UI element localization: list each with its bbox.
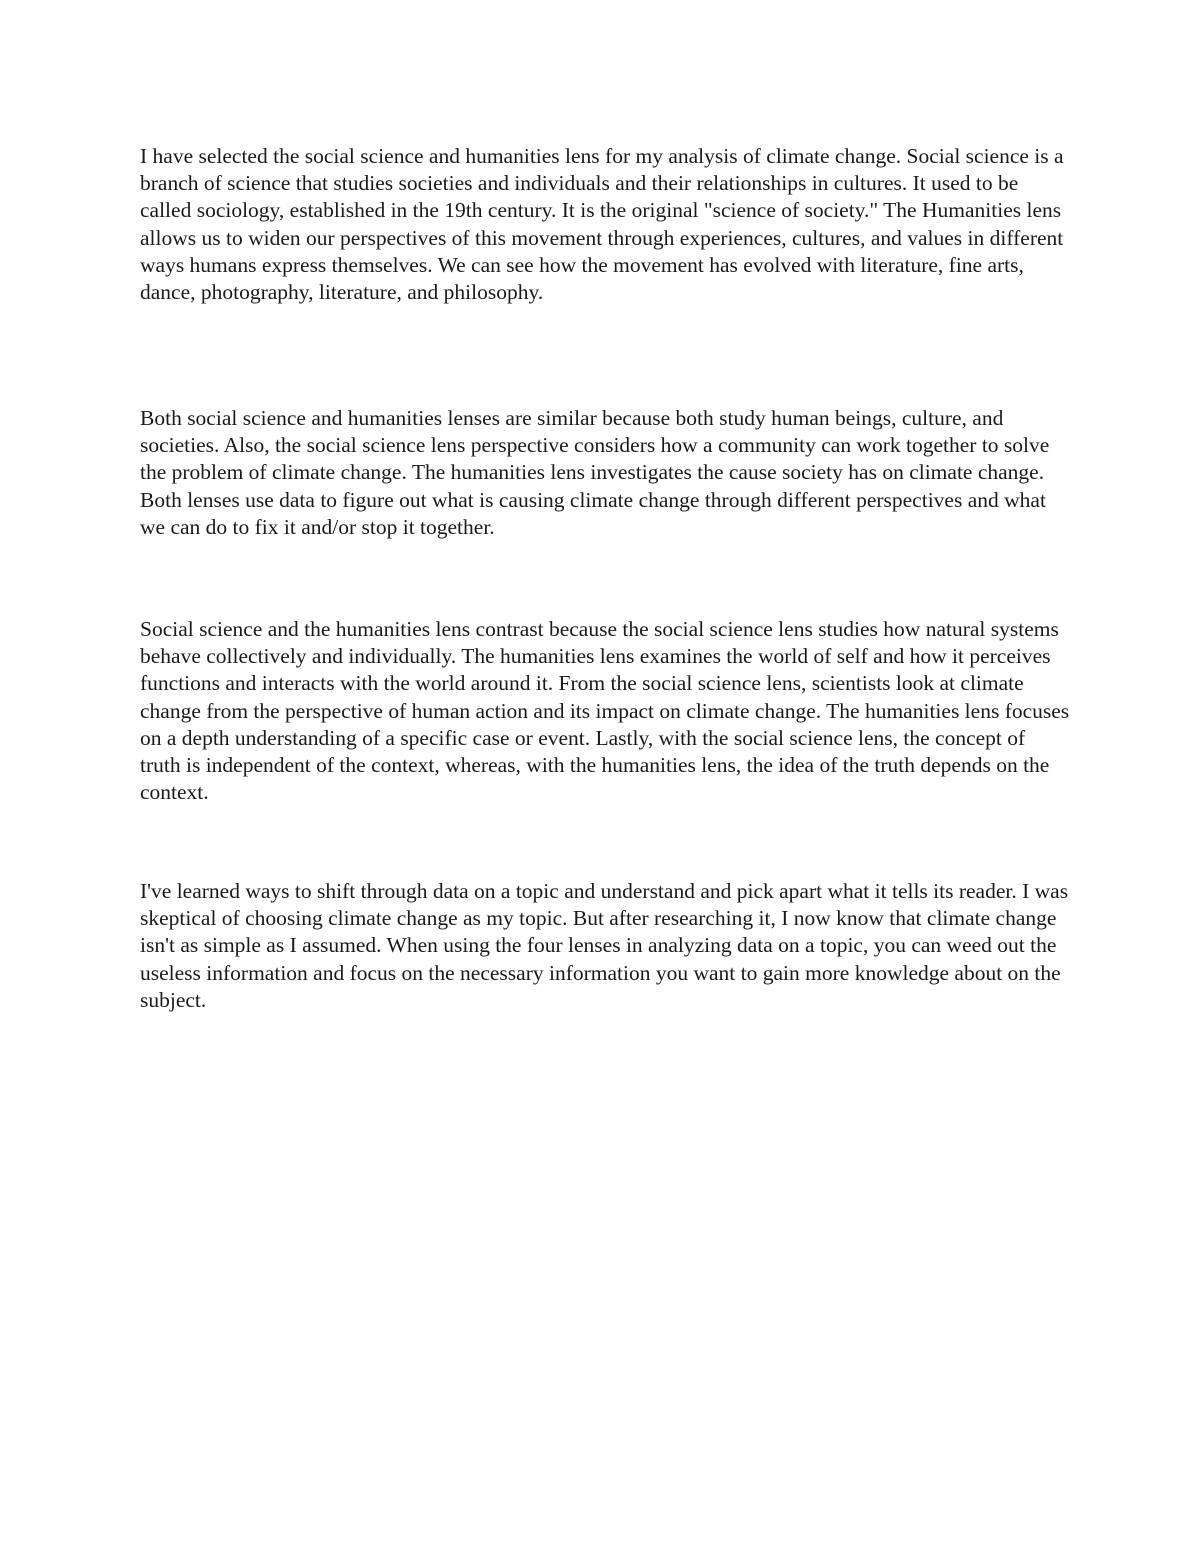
paragraph-lens-contrast: Social science and the humanities lens contrast because the social science lens studies how natural systems behave collectively and individually. The humanities lens examines the world of self and how it perceives functions and interacts with the world around it. From the social science lens, scientists look at climate change from the perspective of human action and its impact on climate change. The humanities lens focuses on a depth understanding of a specific case or event. Lastly, with the social science lens, the concept of truth is independent of the context, whereas, with the humanities lens, the idea of the truth depends on the context. bbox=[140, 617, 1070, 805]
paragraph-lens-similarities: Both social science and humanities lenses are similar because both study human beings, culture, and societies. Also, the social science lens perspective considers how a community can work together to solve the problem of climate change. The humanities lens investigates the cause society has on climate change. Both lenses use data to figure out what is causing climate change through different perspectives and what we can do to fix it and/or stop it together. bbox=[140, 406, 1050, 539]
paragraph-reflection: I've learned ways to shift through data on a topic and understand and pick apart what it tells its reader. I was skeptical of choosing climate change as my topic. But after researching it, I now know that climate change isn't as simple as I assumed. When using the four lenses in analyzing data on a topic, you can weed out the useless information and focus on the necessary information you want to gain more knowledge about on the subject. bbox=[140, 879, 1069, 1012]
paragraph-lens-selection: I have selected the social science and humanities lens for my analysis of climate change. Social science is a branch of science that studies societies and individuals and their relationships in cultures. It used to be called sociology, established in the 19th century. It is the original "science of society." The Humanities lens allows us to widen our perspectives of this movement through experiences, cultures, and values in different ways humans express themselves. We can see how the movement has evolved with literature, fine arts, dance, photography, literature, and philosophy. bbox=[140, 144, 1064, 305]
